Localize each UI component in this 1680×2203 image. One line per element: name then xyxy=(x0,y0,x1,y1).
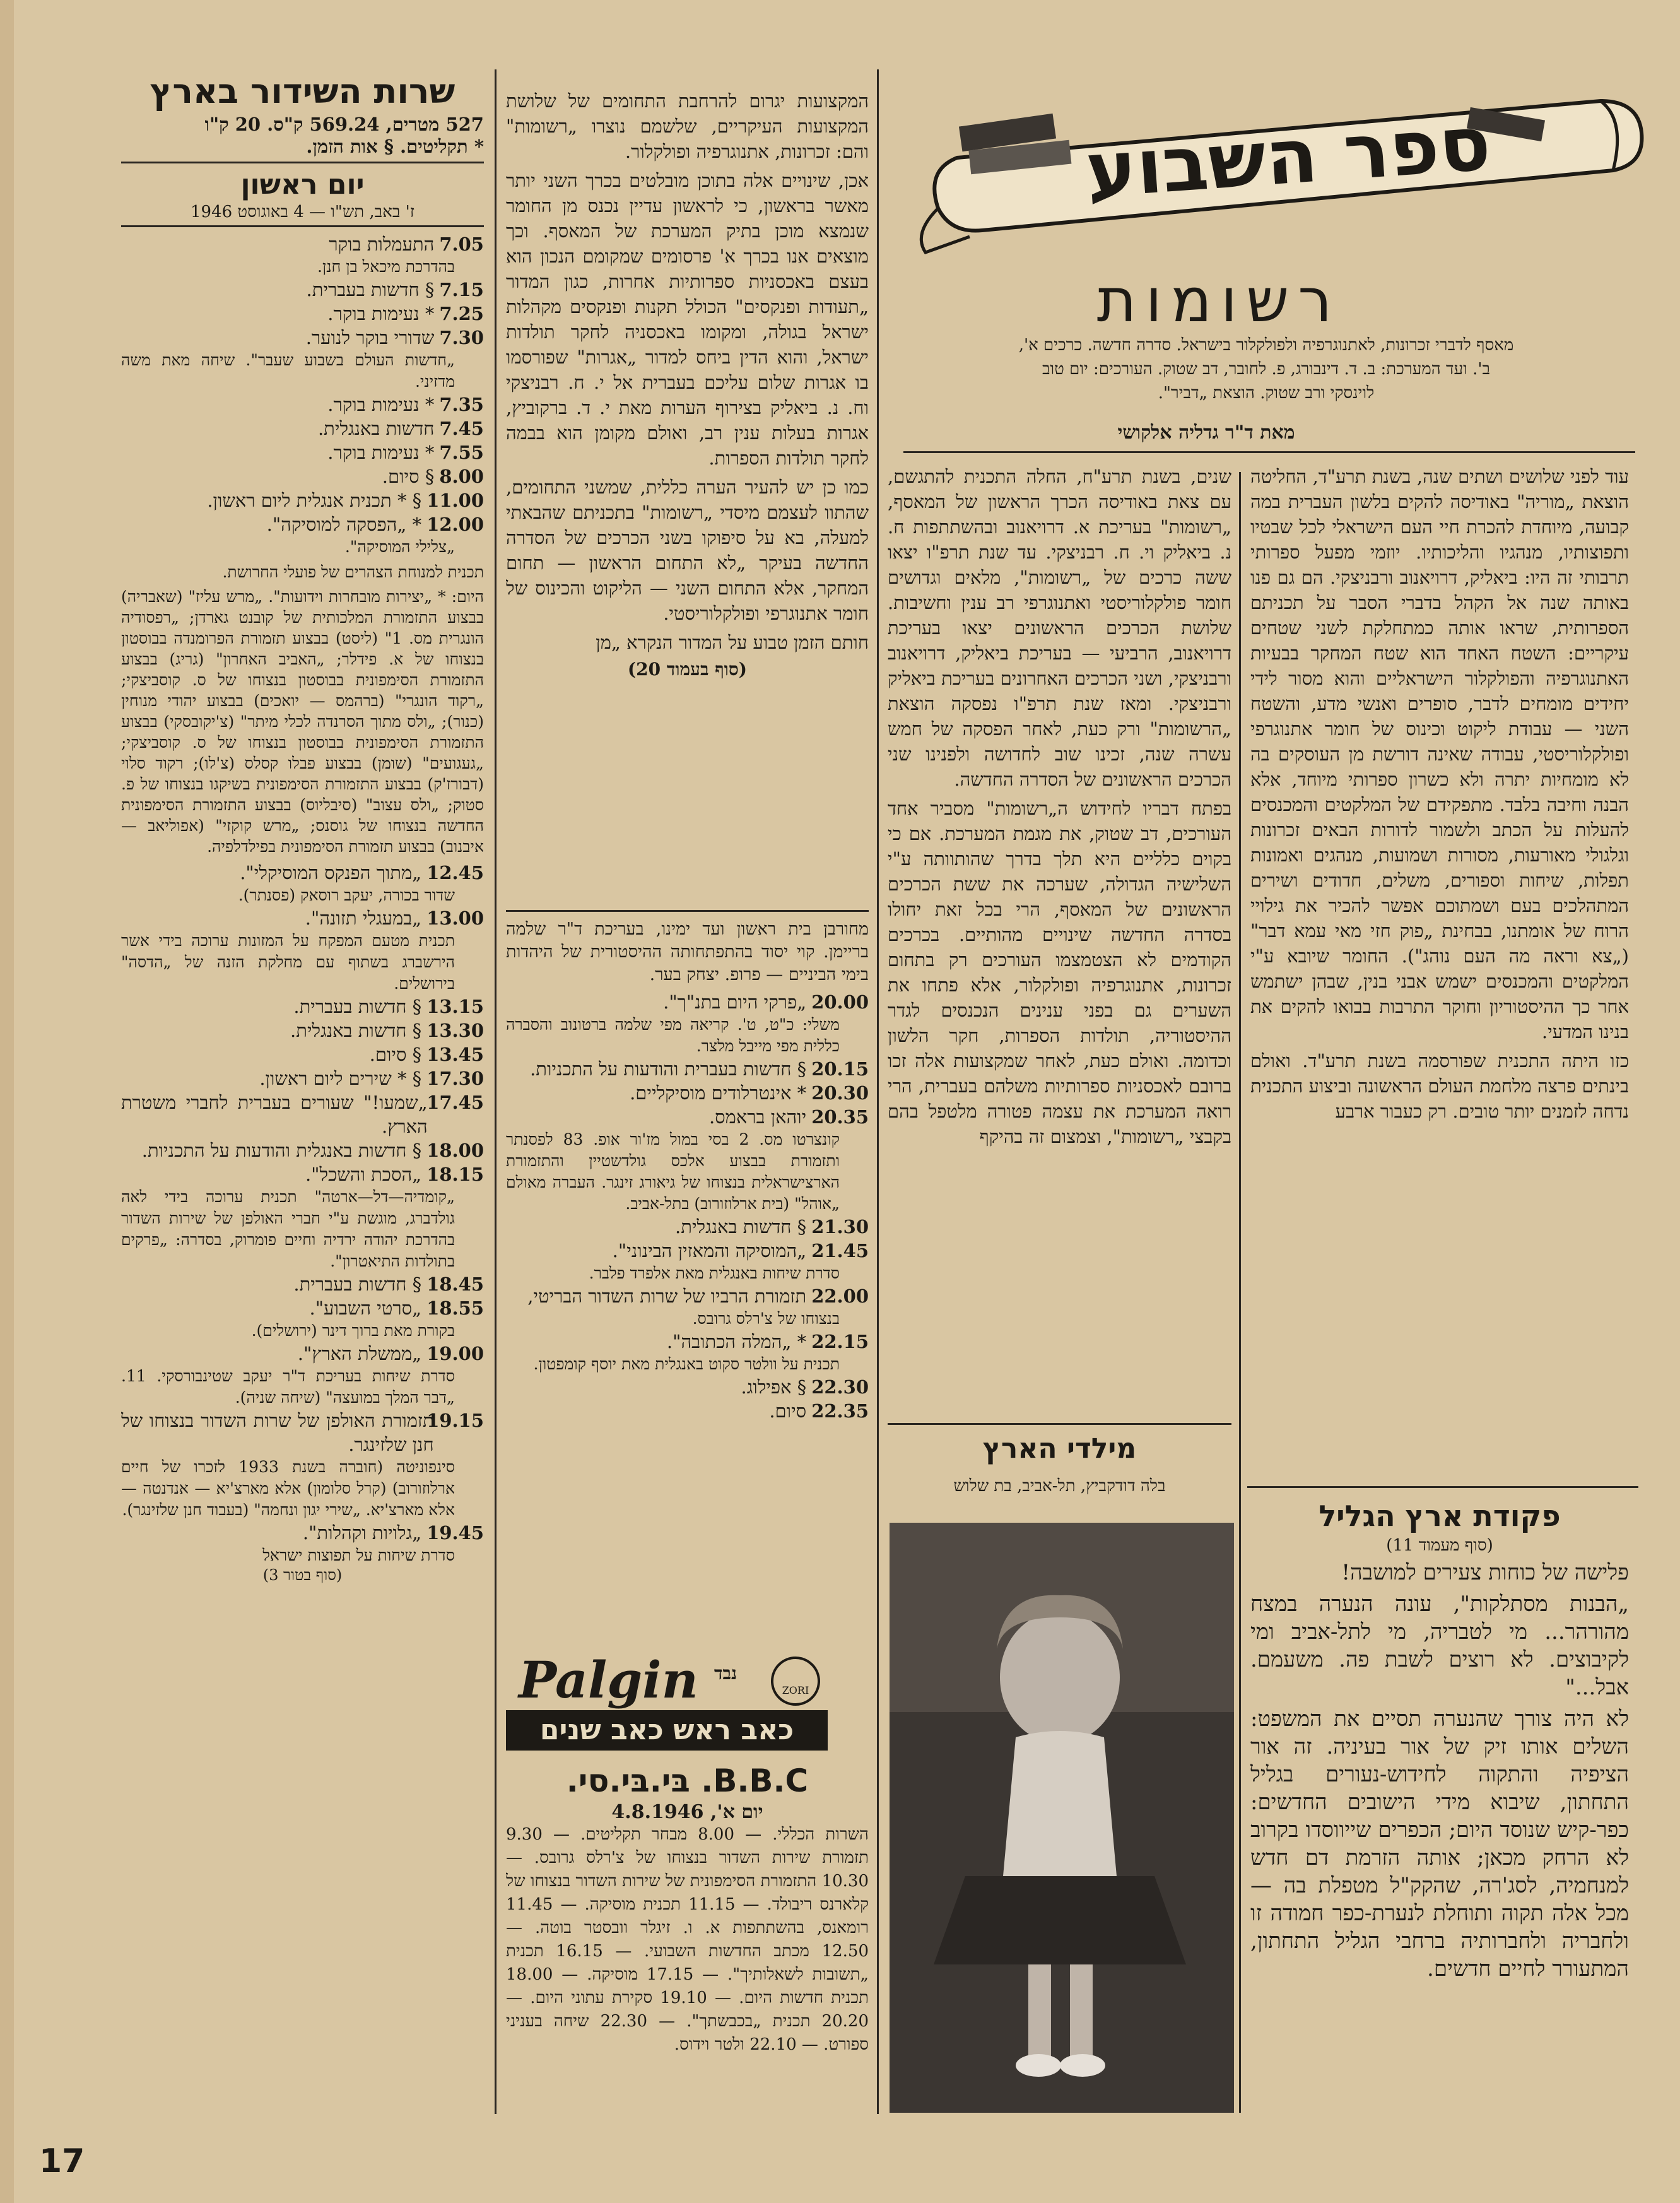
schedule-time: 18.00 xyxy=(426,1140,484,1161)
schedule-time: 11.00 xyxy=(426,490,484,511)
schedule-note: שדור בכורה, יעקב רוסאק (פסנתר). xyxy=(238,886,455,904)
feature-subtitle xyxy=(897,333,1635,405)
section-rule xyxy=(121,162,484,163)
radio-schedule-list xyxy=(121,232,484,558)
radio-legend: * תקליטים. § אות הזמן. xyxy=(306,136,484,157)
bbc-title: B.B.C. בּי.בּי.סי. xyxy=(566,1763,809,1799)
schedule-title: „הסכת והשכל". xyxy=(305,1164,422,1185)
schedule-note: „צלילי המוסיקה". xyxy=(344,538,455,556)
schedule-title: סיום. xyxy=(769,1400,807,1422)
schedule-time: 20.15 xyxy=(811,1058,869,1080)
continued-note: (סוף בעמוד 20) xyxy=(627,659,748,680)
palgin-slogan: כאב ראש כאב שנים xyxy=(506,1710,828,1751)
schedule-title: „במעגלי תזונה". xyxy=(305,907,422,929)
schedule-time: 7.55 xyxy=(439,442,484,463)
schedule-time: 7.15 xyxy=(439,279,484,300)
schedule-title: „מתוך הפנקס המוסיקלי". xyxy=(240,862,422,883)
schedule-item xyxy=(506,1105,869,1129)
schedule-title: „גלויות וקהלות". xyxy=(302,1522,422,1544)
schedule-title: § אפילוג. xyxy=(741,1376,807,1398)
schedule-item xyxy=(121,995,484,1019)
schedule-item xyxy=(506,990,869,1014)
schedule-item xyxy=(121,1342,484,1366)
radio-cont-note: (סוף בטור 3) xyxy=(262,1566,343,1584)
schedule-title: יוהאן בראמס. xyxy=(708,1106,807,1128)
section-rule xyxy=(506,910,869,912)
schedule-note: סדרת שיחות על תפוצות ישראל xyxy=(262,1546,455,1564)
schedule-note: סינפוניטה (חוברה בשנת 1933 לזכרו של חיים ארלוזורוב) (קרל סלומון) אלא מארצ'יא — אנדנטה — אלא מארצ'יא. „שירי יגון ונחמה" (בעבוד חנן שלזינגר). xyxy=(121,1458,455,1519)
schedule-item xyxy=(121,1162,484,1186)
radio-schedule-list xyxy=(121,861,484,1566)
subtitle-line: מאסף לדברי זכרונות, לאתנוגרפיה ולפולקלור בישראל. סדרה חדשה. כרכים א', xyxy=(1018,336,1514,355)
feature-column-right xyxy=(1250,464,1629,1461)
radio-schedule xyxy=(121,69,484,2114)
schedule-title: § חדשות באנגלית. xyxy=(290,1020,422,1041)
paragraph: בפתח דבריו לחידוש ה„רשומות" מסביר אחד העורכים, דב שטוק, את מגמת המערכת. אם כי בקוים כלליים היא תלך בדרך שהותוותה ע"י השלישיה הגדולה, שערכה את ששת הכרכים הראשונים של המאסף, הרי בכל זאת יחולו בסדרה החדשה שינויים מהותיים. בכרכים הקודמים לא הצטמצמו העורכים רק בתחום זכרונות, אתנוגרפיה ופולקלור, אלא פתחו את השערים גם בפני ענינים הנכנסים לגדר ההיסטוריה, תולדות הספרות, חקר הלשון וכדומה. ואולם כעת, לאחר שמקצועות אלה זכו ברובם לאכסניות ספרותיות משלהם בעברית, הרי רואה המערכת את עצמה פטורה מלטפל בהם בקבצי „רשומות", וצמצום זה בהיקף xyxy=(888,798,1231,1147)
paragraph: לא היה צורך שהנערה תסיים את המשפט: השלים אותו זיק של אור בעיניה. זה אור הציפיה והתקוה לחידוש-נעורים בגליל התחתון, שיבוא מידי הישובים החדשים: כפר-קיש שנוסד היום; הכפרים שייווסדו בקרוב לא הרחק מכאן; אותה הזרמת דם חדש למנחמיה, לסג'רה, שהקק"ל מטפלת בה — מכל אלה תקוה ותוחלת לנערת-כפר חמודה זו ולחבריה ולחברותיה ברחבי הגליל התחתון, המתעורר לחיים חדשים. xyxy=(1250,1706,1629,1982)
schedule-item xyxy=(506,1239,869,1263)
palgin-brand: Palgin xyxy=(519,1650,698,1710)
schedule-item xyxy=(121,464,484,488)
schedule-time: 19.15 xyxy=(426,1410,484,1431)
radio-schedule-continued xyxy=(506,918,869,1638)
schedule-item xyxy=(121,302,484,326)
children-title: מילדי הארץ xyxy=(982,1432,1137,1465)
schedule-item xyxy=(121,1521,484,1545)
schedule-title: „סרטי השבוע". xyxy=(309,1297,422,1319)
feature-column-left xyxy=(888,464,1231,1474)
galilee-end-note: (סוף מעמוד 11) xyxy=(1386,1536,1493,1555)
schedule-title: § סיום. xyxy=(382,466,435,487)
byline: מאת ד"ר גדליה אלקושי xyxy=(1117,422,1295,444)
paragraph: פלישה של כוחות צעירים למושבה! xyxy=(1341,1560,1629,1585)
schedule-time: 18.55 xyxy=(426,1297,484,1319)
schedule-item xyxy=(121,326,484,350)
schedule-item xyxy=(506,1375,869,1399)
schedule-time: 13.00 xyxy=(426,907,484,929)
schedule-time: 19.45 xyxy=(426,1522,484,1544)
palgin-brand-hebrew: נבד xyxy=(714,1663,737,1684)
schedule-note: תכנית על וולטר סקוט באנגלית מאת יוסף קומפטון. xyxy=(533,1355,840,1373)
schedule-item xyxy=(506,1215,869,1239)
column-divider xyxy=(877,69,879,2114)
subtitle-line: לוינסקי ורב שטוק. הוצאת „דביר". xyxy=(1158,384,1375,403)
schedule-title: התעמלות בוקר xyxy=(329,233,435,255)
schedule-item xyxy=(506,1284,869,1308)
schedule-title: תזמורת האולפן של שרות השדור בנצוחו של חנן שלזינגר. xyxy=(121,1410,434,1455)
schedule-note: בקורת מאת ברוך דינר (ירושלים). xyxy=(251,1321,455,1340)
feature-title: רשומות xyxy=(1096,265,1341,336)
schedule-item xyxy=(121,1296,484,1320)
schedule-item xyxy=(121,488,484,512)
schedule-title: „שמעו!" שעורים בעברית לחברי משטרת הארץ. xyxy=(121,1092,428,1137)
schedule-note: בנצוחו של צ'רלס גרובס. xyxy=(692,1309,840,1328)
paragraph: חותם הזמן טבוע על המדור הנקרא „מן xyxy=(596,632,869,653)
schedule-note: בהדרכת מיכאל בן חנן. xyxy=(317,257,455,276)
schedule-time: 22.30 xyxy=(811,1376,869,1398)
schedule-time: 19.00 xyxy=(426,1343,484,1364)
schedule-item xyxy=(506,1330,869,1354)
byline-rule xyxy=(903,451,1635,453)
schedule-time: 12.00 xyxy=(426,514,484,535)
schedule-time: 17.45 xyxy=(426,1092,484,1113)
schedule-title: § * שירים ליום ראשון. xyxy=(259,1068,422,1089)
paragraph: המקצועות יגרום להרחבת התחומים של שלושת המקצועות העיקריים, שלשמם נוצרו „רשומות" והם: זכרונות, אתנוגרפיה ופולקלור. xyxy=(506,90,869,162)
schedule-note: סדרת שיחות באנגלית מאת אלפרד פלבר. xyxy=(589,1264,840,1282)
paragraph: שנים, בשנת תרע"ח, החלה התכנית להתגשם, עם צאת באודיסה הכרך הראשון של המאסף, „רשומות" בעריכת א. דרויאנוב ובהשתתפות ח. נ. ביאליק וי. ח. רבניצקי. עד שנת תרפ"ו יצאו ששה כרכים של „רשומות", מלאים וגדושים חומר פולקלוריסטי ואתנוגרפי רב ענין וחשיבות. שלושת הכרכים הראשונים יצאו בעריכת דרויאנוב, הרביעי — בעריכת ביאליק, דרויאנוב ורבניצקי, ושני הכרכים האחרונים בעריכת ביאליק ורבניצקי. ומאז שנת תרפ"ו נפסקה הוצאת „הרשומות" ורק כעת, לאחר הפסקה של חמש עשרה שנה, זכינו שוב לחדושה ולפנינו שני הכרכים הראשונים של הסדרה החדשה. xyxy=(888,466,1231,790)
schedule-time: 7.25 xyxy=(439,303,484,324)
banner-title: ספר השבוע xyxy=(1083,99,1494,216)
paragraph: כזו היתה התכנית שפורסמה בשנת תרע"ד. ואולם בינתים פרצה מלחמת העולם הראשונה וביצוע התכנית נדחה לזמנים יותר טובים. רק כעבור ארבע xyxy=(1250,1050,1629,1122)
paragraph: אכן, שינויים אלה בתוכן מובלטים בכרך השני יותר מאשר בראשון, כי לראשון עדיין נכנס מן החומר שנמצא מוכן בתיק המערכת של המאסף. וכך מוצאים אנו בכרך א' פרסומים שמקומם הנכון הוא בעצם באכסניות ספרותיות אחרות, כגון המדור „תעודות ופנקסים" הכולל תקנות ופנקסים מקהלות ישראל בגולה, ומקומו באכסניה לחקר תולדות ישראל, והוא הדין ביחס למדור „אגרות" שפורסמו בו אגרות שלום עליכם בעברית אל י. ח. רבניצקי וח. נ. ביאליק בצירוף הערות מאת י. ד. ברקוביץ, אגרות בעלות ענין רב, ואולם מקומן הוא בבמה לחקר תולדות הספרות. xyxy=(506,170,869,469)
schedule-title: § * תכנית אנגלית ליום ראשון. xyxy=(207,490,422,511)
radio-day: יום ראשון xyxy=(240,168,365,201)
schedule-item xyxy=(121,1090,484,1138)
schedule-item xyxy=(121,861,484,885)
schedule-item xyxy=(121,1138,484,1162)
schedule-note: תכנית מטעם המפקח על המזונות ערוכה בידי אשר הירשברג בשתוף עם מחלקת הזנה של „הדסה" בירושלים. xyxy=(121,931,455,993)
children-caption: בלה דודקביץ, תל-אביב, בת שלוש xyxy=(953,1477,1166,1496)
radio-frequency: 527 מטרים, 569.24 ק"ס. 20 ק"ו xyxy=(204,114,484,135)
bbc-date: יום א', 4.8.1946 xyxy=(611,1801,763,1823)
schedule-note: סדרת שיחות בעריכת ד"ר יעקב שטינבורסקי. 11. „דבר המלך במועצה" (שיחה שניה). xyxy=(121,1367,455,1407)
schedule-time: 7.35 xyxy=(439,394,484,415)
schedule-title: „ממשלת הארץ". xyxy=(297,1343,422,1364)
schedule-title: § חדשות בעברית והודעות על התכניות. xyxy=(530,1058,807,1080)
schedule-time: 22.35 xyxy=(811,1400,869,1422)
schedule-title: חדשות באנגלית. xyxy=(317,418,435,439)
feature-continued-column xyxy=(506,88,869,899)
paragraph: כמו כן יש להעיר הערה כללית, שמשני התחומים, שהתוו לעצמם מיסדי „רשומות" בתכניתם שהבאתי למעלה, בא על סיפוקו בשני הכרכים של הסדרה החדשה בעיקר „לא התחום הראשון — תחום המחקר, אלא התחום השני — הליקוט והכינוס של חומר אתנוגרפי ופולקלוריסטי. xyxy=(506,476,869,624)
schedule-time: 17.30 xyxy=(426,1068,484,1089)
radio-title: שרות השידור בארץ xyxy=(150,71,455,111)
schedule-title: * נעימות בוקר. xyxy=(327,442,435,463)
schedule-item xyxy=(121,393,484,416)
galilee-title: פקודת ארץ הגליל xyxy=(1319,1499,1561,1533)
schedule-time: 20.30 xyxy=(811,1082,869,1104)
radio-intro: מחורבן בית ראשון ועד ימינו, בעריכת ד"ר שלמה בריימן. קוי יסוד בהתפתחותה ההיסטורית של היהדות בימי הביניים — פרופ. יצחק בער. xyxy=(506,919,869,984)
schedule-title: „המוסיקה והמאזין הבינוני". xyxy=(612,1240,807,1261)
radio-music-block: היום: * „יצירות מובחרות וידועות". „מרש עליז" (שאבריה) בבצוע התזמורת המלכותית של קובנט גארדן; „רפסודיה הונגרית מס. 1" (ליסט) בבצוע תזמורת הפרומנדה בבוסטון בנצוחו של א. פידלר; „האביב האחרון" (גריג) בבצוע התזמורת הסימפונית בבוסטון בנצוחו של ס. קוסביצקי; „רקוד הונגרי" (ברהמס — יואכים) בבצוע יהודי מנוחין (כנור); „ולס מתוך הסרנדה לכלי מיתר" (צ'יקובסקי) בבצוע התזמורת הסימפונית בבוסטון בנצוחו של ס. קוסביצקי; „געגועים" (שומן) בבצוע פבלו קסלס (צ'לו); רקוד סלוי (דבורז'ק) בבצוע התזמורת הסימפונית בשיקגו בנצוחו של פ. סטוק; „ולס עצוב" (סיבליוס) בבצוע התזמורת הסימפונית החדשה בנצוחו של גוסנס; „מרש קוקזי" (אפוליאב — איבנוב) בבצוע תזמורת הסימפונית בפילדלפיה. xyxy=(121,588,484,856)
schedule-title: * „המלה הכתובה". xyxy=(666,1331,807,1352)
schedule-time: 13.30 xyxy=(426,1020,484,1041)
galilee-article xyxy=(1250,1496,1629,2127)
paragraph: עוד לפני שלושים ושתים שנה, בשנת תרע"ד, החליטה הוצאת „מוריה" באודיסה להקים בלשון העברית במה קבועה, מיוחדת להכרת חיי העם הישראלי לכל שבטיו ותפוצותיו, מנהגיו והליכותיו. יוזמי מפעל ספרותי תרבותי זה היו: ביאליק, דרויאנוב ורבניצקי. הם גם פנו באותה שנה אל הקהל בדברי הסבר על תכניתם הספרותית, שראו אותה כמתחלקת לשני שטחים עיקריים: השטח האחד הוא שטח המחקר בבעיות האתנוגרפיה והפולקלור הישראליים והוא מסור לידי יחידים מומחים לדבר, סופרים ואנשי מדע, והשטח השני — עבודת ליקוט וכינוס של חומר אתנוגרפי ופולקלוריסטי, עבודה שאינה דורשת מן העוסקים בה לא מומחיות יתרה ולא כשרון ספרותי מיוחד, אלא הבנה וחיבה בלבד. מתפקידם של המלקטים והמכנסים להעלות על הכתב ולשמור לדורות הבאים זכרונות וגלגולי מאורעות, מסורות ושמועות, מנהגים ואמונות תפלות, שיחות וספורים, משלים, חדודים ושירים המתהלכים בעם ושמתוכם אפשר להכיר את גילויי הרוח של אומתנו, בבחינת „פוק חזי מאי עמא דבר" („צא וראה מה העם נוהג"). החומר שיובא ע"י המלקטים והמכנסים ישמש אבני בנין, שבהן ישתמש אחר כך ההיסטוריון וחוקר התרבות בבואו להקים את בנינו המדעי. xyxy=(1250,466,1629,1042)
schedule-time: 7.45 xyxy=(439,418,484,439)
radio-schedule-list xyxy=(506,990,869,1423)
subtitle-line: ב'. ועד המערכת: ב. ד. דינבורג, פ. לחובר, דב שטוק. העורכים: יום טוב xyxy=(1042,360,1491,379)
child-photo xyxy=(890,1523,1234,2113)
schedule-title: * אינטרלודים מוסיקליים. xyxy=(630,1082,807,1104)
schedule-title: * „הפסקה למוסיקה". xyxy=(266,514,422,535)
schedule-item xyxy=(121,1066,484,1090)
schedule-time: 20.00 xyxy=(811,991,869,1013)
schedule-time: 22.00 xyxy=(811,1285,869,1307)
schedule-item xyxy=(121,1409,484,1456)
schedule-title: „פרקי היום בתנ"ך". xyxy=(663,991,807,1013)
schedule-title: § חדשות באנגלית. xyxy=(675,1216,807,1237)
schedule-note: „חדשות העולם בשבוע שעבר". שיחה מאת משה מדזיני. xyxy=(121,351,455,391)
page-number: 17 xyxy=(39,2142,85,2180)
schedule-item xyxy=(121,232,484,256)
schedule-title: שדורי בוקר לנוער. xyxy=(305,327,435,348)
schedule-item xyxy=(121,512,484,536)
bbc-schedule xyxy=(506,1761,869,2114)
section-rule xyxy=(121,225,484,227)
schedule-time: 21.45 xyxy=(811,1240,869,1261)
schedule-title: § סיום. xyxy=(369,1044,422,1065)
schedule-item xyxy=(121,1019,484,1042)
zori-label: ZORI xyxy=(782,1684,809,1696)
schedule-title: § חדשות בעברית. xyxy=(293,996,422,1017)
schedule-note: „קומדיה—דל—ארטה" תכנית ערוכה בידי לאה גולדברג, מוגשת ע"י חברי האולפן של שירות השדור בהדרכת יהודה ירדיה וחיים פומרוק, בסדרה: „פרקים בתולדות התיאטרון". xyxy=(121,1188,455,1270)
schedule-item xyxy=(506,1081,869,1105)
schedule-item xyxy=(121,440,484,464)
column-divider xyxy=(1239,472,1241,2113)
schedule-time: 20.35 xyxy=(811,1106,869,1128)
section-rule xyxy=(1247,1486,1638,1488)
bbc-text: השרות הכללי. — 8.00 מבחר תקליטים. — 9.30 תזמורת שירות השדור בנצוחו של צ'רלס גרובס. — 10.30 התזמורת הסימפונית של שירות השדור בנצוחו של קלארנס ריבולד. — 11.15 תכנית מוסיקה. — 11.45 רומאנס, בהשתתפות א. ו. זיגלר וובסטר בוטה. — 12.50 מכתב החדשות השבועי. — 16.15 תכנית „תשובות לשאלותיך". — 17.15 מוסיקה. — 18.00 תכנית חדשות היום. — 19.10 סקירת עתוני היום. — 20.20 תכנית „בכבשתך". — 22.30 שיחה בעניני ספורט. — 22.10 ולטר וידוס. xyxy=(506,1825,869,2054)
schedule-title: § חדשות באנגלית והודעות על התכניות. xyxy=(141,1140,422,1161)
schedule-item xyxy=(121,278,484,302)
schedule-note: קונצרטו מס. 2 בסי במול מז'ור אופ. 83 לפסנתר ותזמורת בבצוע אלכס גולדשטיין והתזמורת הארצישראלית בנצוחו של גיאורג זינגר. העברה מאולם „אוהל" (בית ארלוזורוב) בתל-אביב. xyxy=(506,1130,840,1213)
schedule-time: 8.00 xyxy=(439,466,484,487)
column-divider xyxy=(495,69,496,2114)
schedule-item xyxy=(121,906,484,930)
schedule-note: משלי: כ"ט, ט'. קריאה מפי שלמה ברטונוב והסברה כללית מפי מייבל מלצר. xyxy=(506,1015,840,1055)
paragraph: „הבנות מסתלקות", עונה הנערה במצח מהורהר... מי לטבריה, מי לתל-אביב ומי לקיבוצים. לא רוצים לשבת פה. משעמם. אבל..." xyxy=(1250,1592,1629,1700)
schedule-item xyxy=(121,416,484,440)
schedule-time: 21.30 xyxy=(811,1216,869,1237)
schedule-time: 18.15 xyxy=(426,1164,484,1185)
schedule-title: § חדשות בעברית. xyxy=(306,279,435,300)
schedule-time: 7.30 xyxy=(439,327,484,348)
schedule-title: § חדשות בעברית. xyxy=(293,1273,422,1295)
schedule-title: תזמורת הרביו של שרות השדור הבריטי, xyxy=(527,1285,807,1307)
palgin-ad xyxy=(506,1650,834,1757)
schedule-item xyxy=(506,1399,869,1423)
radio-music-block: תכנית למנוחת הצהרים של פועלי החרושת. xyxy=(222,563,484,581)
schedule-time: 12.45 xyxy=(426,862,484,883)
section-rule xyxy=(888,1423,1231,1425)
schedule-time: 18.45 xyxy=(426,1273,484,1295)
schedule-time: 13.15 xyxy=(426,996,484,1017)
radio-date: ז' באב, תש"ו — 4 באוגוסט 1946 xyxy=(190,203,415,221)
schedule-title: * נעימות בוקר. xyxy=(327,394,435,415)
schedule-time: 13.45 xyxy=(426,1044,484,1065)
schedule-item xyxy=(121,1272,484,1296)
schedule-time: 22.15 xyxy=(811,1331,869,1352)
zori-logo xyxy=(771,1657,820,1706)
schedule-title: * נעימות בוקר. xyxy=(327,303,435,324)
schedule-time: 7.05 xyxy=(439,233,484,255)
newspaper-page xyxy=(14,0,1680,2203)
schedule-item xyxy=(121,1042,484,1066)
schedule-item xyxy=(506,1057,869,1081)
